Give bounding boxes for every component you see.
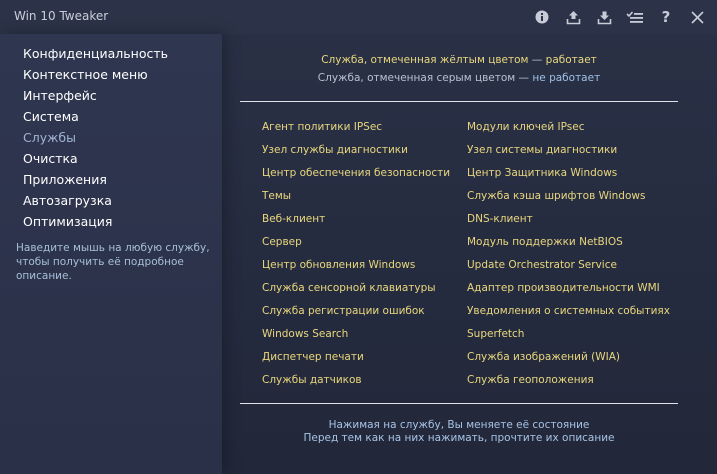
sidebar-item-services[interactable]: Службы — [23, 130, 76, 145]
sidebar-item-optimization[interactable]: Оптимизация — [23, 214, 113, 229]
footer-note-2: Перед тем как на них нажимать, прочтите их описание — [303, 432, 615, 444]
sidebar-item-privacy[interactable]: Конфиденциальность — [23, 46, 169, 61]
service-item[interactable]: Уведомления о системных событиях — [467, 305, 670, 317]
service-row — [262, 120, 682, 143]
sidebar-item-apps[interactable]: Приложения — [23, 172, 107, 187]
service-item[interactable]: Центр Защитника Windows — [467, 167, 618, 179]
service-row — [262, 258, 682, 281]
title-bar — [0, 0, 717, 34]
divider-bottom — [240, 403, 678, 404]
service-item[interactable]: Служба кэша шрифтов Windows — [467, 190, 646, 202]
upload-icon[interactable] — [561, 6, 585, 28]
service-row — [262, 235, 682, 258]
service-item[interactable]: Темы — [262, 190, 292, 202]
service-item[interactable]: Адаптер производительности WMI — [467, 282, 660, 294]
service-item[interactable]: Служба регистрации ошибок — [262, 305, 425, 317]
service-row — [262, 327, 682, 350]
service-item[interactable]: Узел системы диагностики — [467, 144, 618, 156]
info-icon[interactable] — [530, 6, 554, 28]
legend-stopped-text: Служба, отмеченная серым цветом — [317, 72, 516, 84]
sidebar-item-system[interactable]: Система — [23, 109, 79, 124]
service-item[interactable]: Модуль поддержки NetBIOS — [467, 236, 623, 248]
sidebar-hint: Наведите мышь на любую службу, чтобы получить её подробное описание. — [16, 242, 210, 282]
sidebar-item-startup[interactable]: Автозагрузка — [23, 193, 112, 208]
checklist-icon[interactable] — [623, 6, 647, 28]
legend-running-state: работает — [545, 54, 597, 66]
service-item[interactable]: Update Orchestrator Service — [467, 259, 617, 271]
service-row — [262, 350, 682, 373]
service-row — [262, 212, 682, 235]
sidebar-nav — [23, 46, 168, 235]
app-title: Win 10 Tweaker — [14, 9, 109, 23]
service-item[interactable]: Центр обеспечения безопасности — [262, 167, 451, 179]
service-item[interactable]: Служба изображений (WIA) — [467, 351, 620, 363]
divider-top — [240, 101, 678, 102]
legend-stopped-state: не работает — [532, 72, 601, 84]
legend-running — [240, 54, 678, 66]
sidebar-item-interface[interactable]: Интерфейс — [23, 88, 97, 103]
service-item[interactable]: Служба сенсорной клавиатуры — [262, 282, 436, 294]
sidebar-item-cleanup[interactable]: Очистка — [23, 151, 78, 166]
service-item[interactable]: Центр обновления Windows — [262, 259, 416, 271]
legend-stopped — [240, 72, 678, 84]
service-row — [262, 281, 682, 304]
service-item[interactable]: Сервер — [262, 236, 302, 248]
service-row — [262, 143, 682, 166]
service-row — [262, 189, 682, 212]
service-item[interactable]: Диспетчер печати — [262, 351, 364, 363]
services-grid — [262, 120, 682, 396]
service-row — [262, 166, 682, 189]
sidebar — [0, 34, 222, 474]
service-item[interactable]: Службы датчиков — [262, 374, 362, 386]
service-row — [262, 373, 682, 396]
service-item[interactable]: Superfetch — [467, 328, 525, 340]
service-item[interactable]: Веб-клиент — [262, 213, 326, 225]
service-item[interactable]: Служба геоположения — [467, 374, 594, 386]
service-item[interactable]: Агент политики IPSec — [262, 121, 383, 133]
download-icon[interactable] — [592, 6, 616, 28]
sidebar-item-context-menu[interactable]: Контекстное меню — [23, 67, 148, 82]
service-item[interactable]: Windows Search — [262, 328, 349, 340]
title-bar-controls — [523, 6, 709, 28]
close-icon[interactable] — [685, 6, 709, 28]
help-icon-glyph: ? — [661, 8, 671, 26]
service-row — [262, 304, 682, 327]
footer-note-1: Нажимая на службу, Вы меняете её состояние — [328, 419, 590, 431]
legend-running-dash: — — [528, 54, 546, 66]
service-item[interactable]: DNS-клиент — [467, 213, 533, 225]
service-item[interactable]: Модули ключей IPsec — [467, 121, 585, 133]
help-icon[interactable] — [654, 6, 678, 28]
legend-stopped-dash: — — [515, 72, 533, 84]
service-item[interactable]: Узел службы диагностики — [262, 144, 408, 156]
legend-running-text: Служба, отмеченная жёлтым цветом — [321, 54, 529, 66]
